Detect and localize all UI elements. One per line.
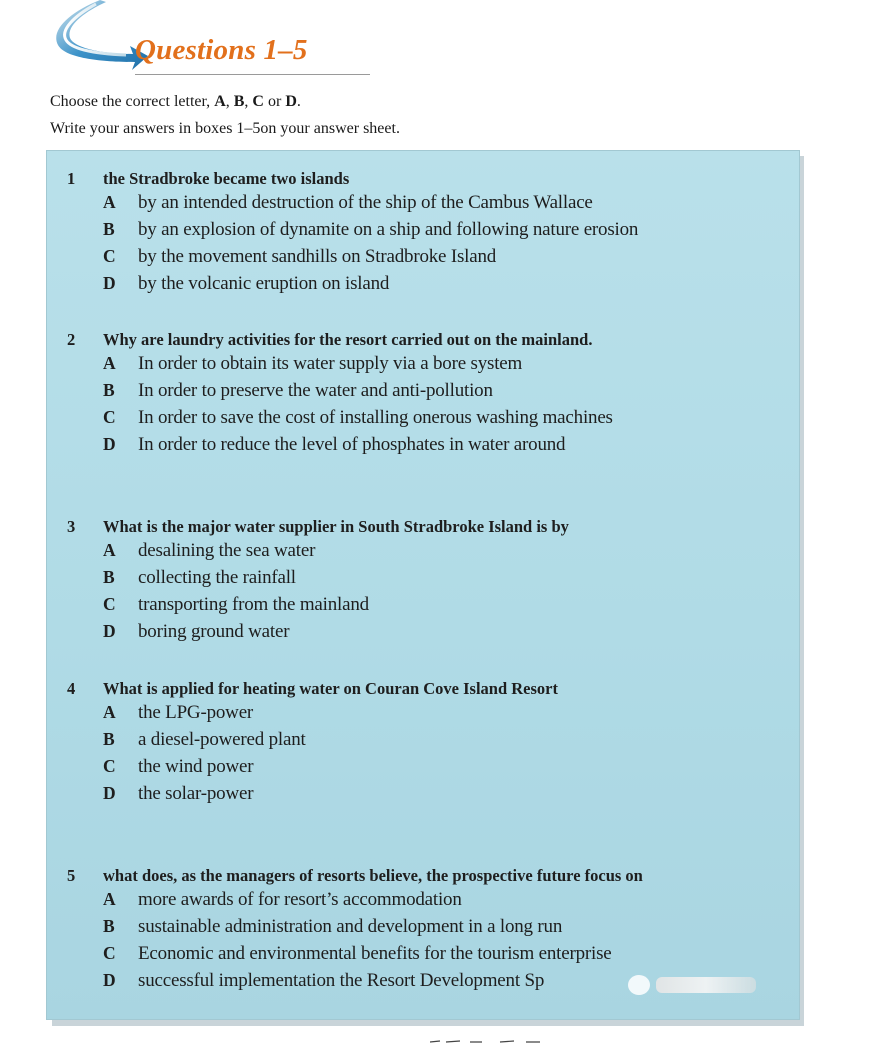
watermark <box>628 970 778 1000</box>
instruction-text: . <box>296 93 301 110</box>
option-text: In order to reduce the level of phosphates in water around <box>138 434 566 455</box>
option-letter: C <box>103 246 116 266</box>
option-letter: C <box>103 407 116 427</box>
option-text: the LPG-power <box>138 702 254 723</box>
question-number: 2 <box>67 330 76 349</box>
option-text: a diesel-powered plant <box>138 729 306 750</box>
option-letter: A <box>103 192 116 212</box>
option-letter: D <box>103 783 116 803</box>
option-letter: B <box>103 916 115 936</box>
question-stem: what does, as the managers of resorts believe, the prospective future focus on <box>103 866 643 885</box>
option-text: boring ground water <box>138 621 290 642</box>
option-letter: A <box>103 702 116 722</box>
option-text: more awards of for resort’s accommodation <box>138 889 462 910</box>
instruction-line-1 <box>50 93 301 111</box>
option-letter: D <box>103 273 116 293</box>
swoosh-arrow-icon <box>40 0 150 80</box>
option-text: transporting from the mainland <box>138 594 369 615</box>
section-header <box>0 0 873 95</box>
option-text: the solar-power <box>138 783 254 804</box>
question-stem: What is the major water supplier in South Stradbroke Island is by <box>103 517 569 536</box>
option-letter: D <box>103 970 116 990</box>
option-letter: A <box>103 540 116 560</box>
option-letter: B <box>103 567 115 587</box>
question-number: 3 <box>67 517 76 536</box>
instruction-text: , <box>244 93 253 110</box>
option-text: by an explosion of dynamite on a ship and following nature erosion <box>138 219 639 240</box>
option-letter: C <box>103 943 116 963</box>
option-letter: B <box>103 729 115 749</box>
question-stem: Why are laundry activities for the resort carried out on the mainland. <box>103 330 593 349</box>
question-number: 4 <box>67 679 76 698</box>
option-letter: B <box>103 380 115 400</box>
option-text: by an intended destruction of the ship of the Cambus Wallace <box>138 192 593 213</box>
option-letter: C <box>103 756 116 776</box>
question-box <box>46 150 800 1020</box>
question-number: 5 <box>67 866 76 885</box>
instruction-text: Write your answers in boxes 1–5on your answer sheet. <box>50 120 400 137</box>
chat-bubble-icon <box>628 975 650 995</box>
title-underline <box>135 74 370 75</box>
option-text: by the movement sandhills on Stradbroke Island <box>138 246 497 267</box>
option-letter: D <box>103 621 116 641</box>
option-text: the wind power <box>138 756 254 777</box>
option-letter: A <box>103 353 116 373</box>
instruction-line-2 <box>50 120 400 138</box>
option-text: by the volcanic eruption on island <box>138 273 390 294</box>
instruction-text: , <box>225 93 234 110</box>
option-text: desalining the sea water <box>138 540 316 561</box>
instruction-letter: C <box>252 93 264 110</box>
option-text: collecting the rainfall <box>138 567 296 588</box>
option-text: sustainable administration and development in a long run <box>138 916 563 937</box>
instruction-text: Choose the correct letter, <box>50 93 215 110</box>
option-text: In order to save the cost of installing onerous washing machines <box>138 407 613 428</box>
option-letter: B <box>103 219 115 239</box>
watermark-blur <box>656 977 756 993</box>
question-stem: the Stradbroke became two islands <box>103 169 350 188</box>
option-letter: C <box>103 594 116 614</box>
question-number: 1 <box>67 169 76 188</box>
instruction-text: or <box>263 93 286 110</box>
option-text: successful implementation the Resort Development Sp <box>138 970 545 991</box>
option-text: Economic and environmental benefits for the tourism enterprise <box>138 943 612 964</box>
instruction-letter: D <box>285 93 297 110</box>
option-text: In order to obtain its water supply via a bore system <box>138 353 523 374</box>
question-stem: What is applied for heating water on Couran Cove Island Resort <box>103 679 558 698</box>
option-letter: A <box>103 889 116 909</box>
section-title: Questions 1–5 <box>135 34 308 66</box>
option-text: In order to preserve the water and anti-pollution <box>138 380 493 401</box>
page-edge-fragment <box>430 1036 570 1044</box>
instruction-letter: A <box>214 93 226 110</box>
option-letter: D <box>103 434 116 454</box>
instruction-letter: B <box>233 93 245 110</box>
